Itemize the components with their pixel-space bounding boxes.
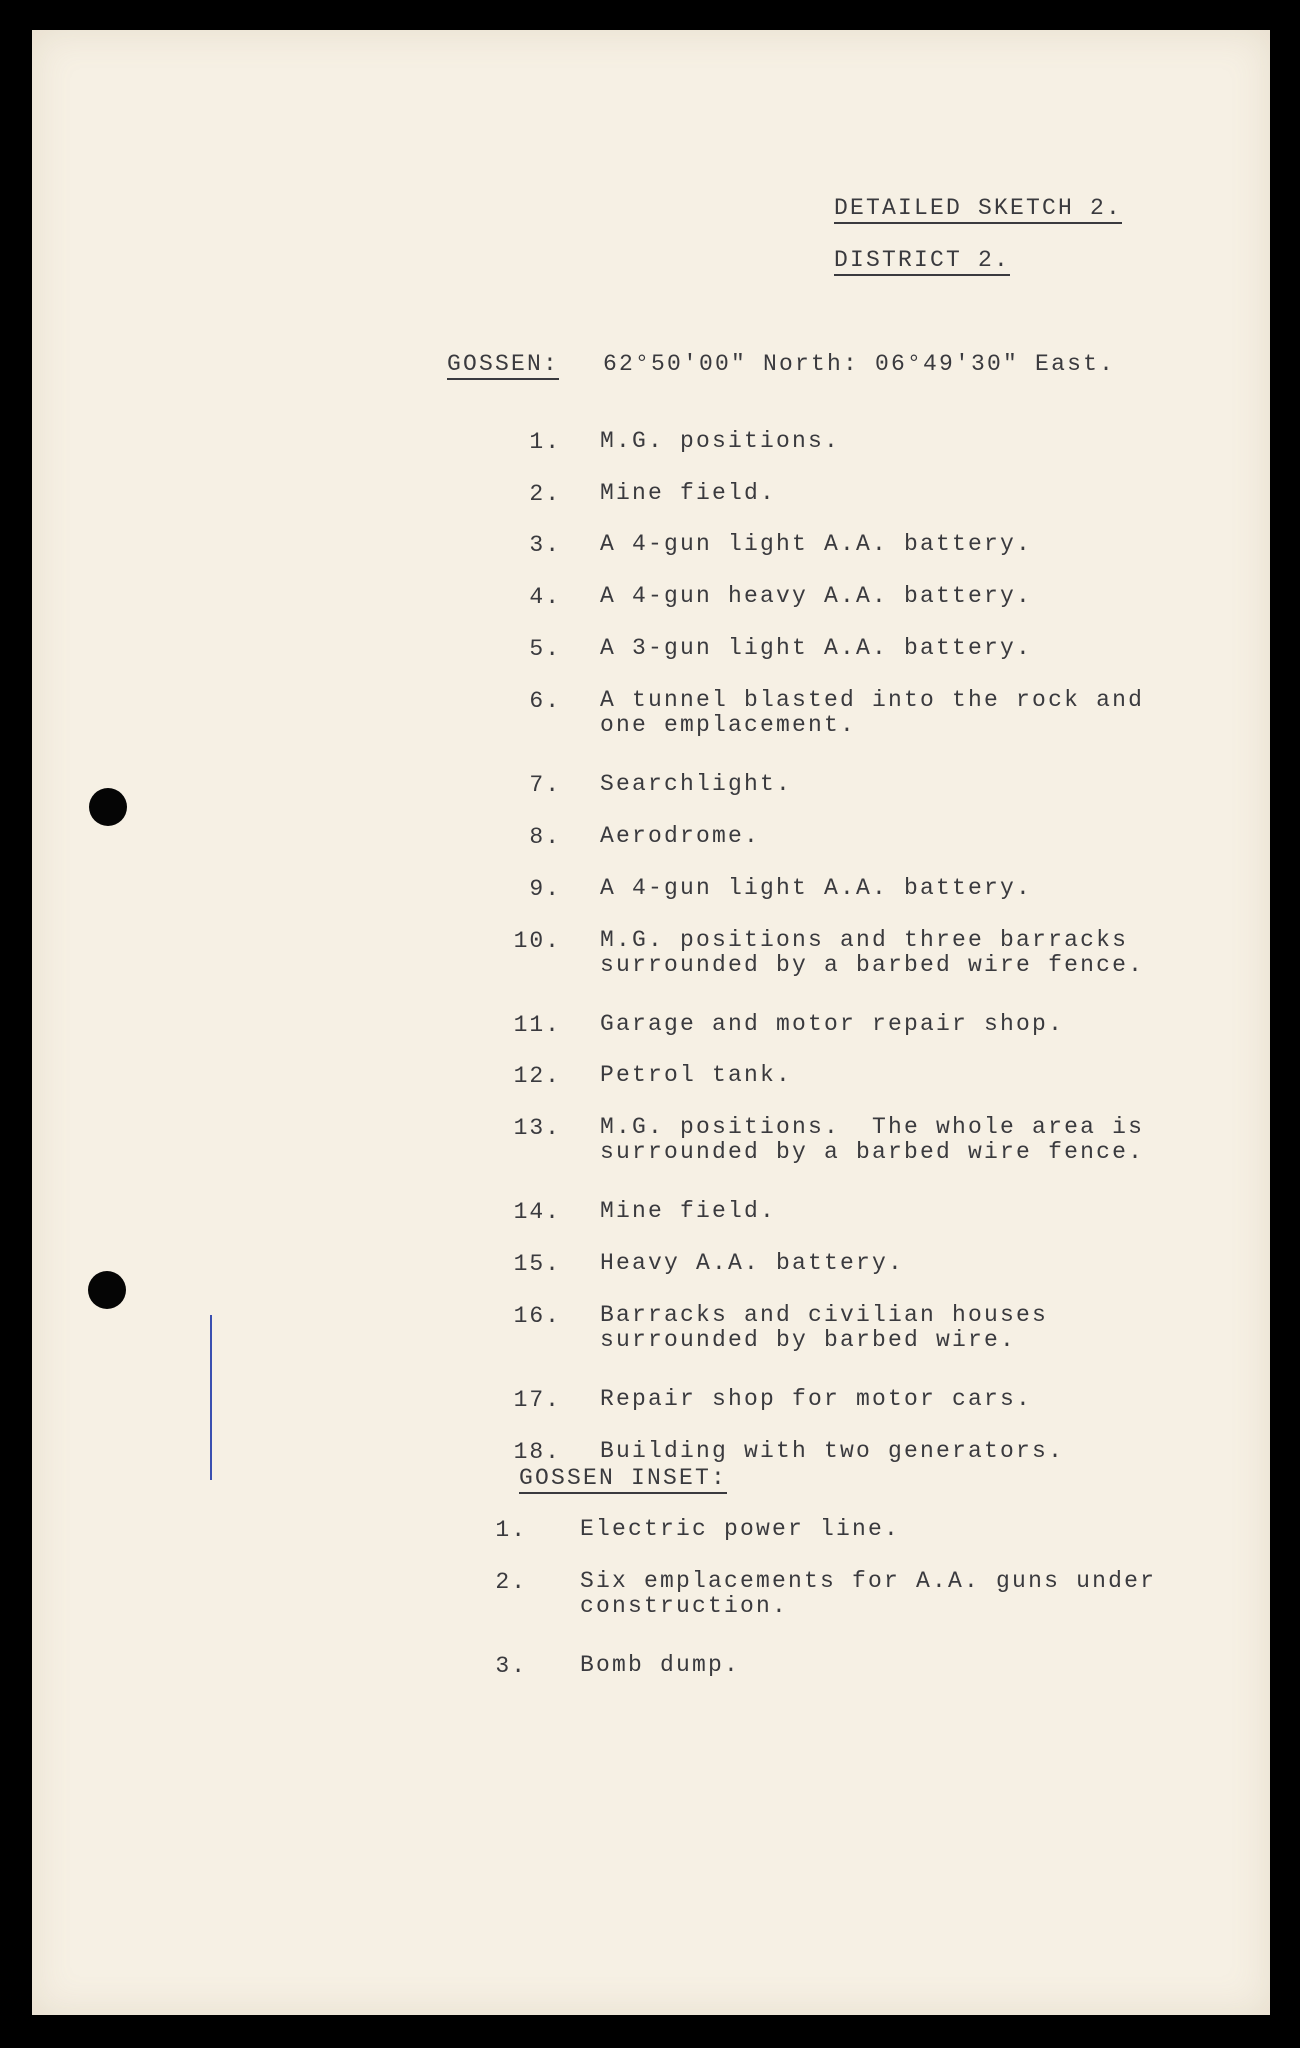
list-item-number: 1.	[529, 429, 561, 455]
list-item-text: Mine field.	[600, 480, 777, 506]
list-item-number: 18.	[513, 1439, 561, 1465]
inset-item-text: Bomb dump.	[580, 1652, 741, 1678]
list-item-text: Heavy A.A. battery.	[600, 1250, 905, 1276]
inset-item-text: Six emplacements for A.A. guns under construction.	[580, 1568, 1173, 1619]
inset-item-text: Electric power line.	[580, 1516, 901, 1542]
list-item-text: M.G. positions. The whole area is surrounded by a barbed wire fence.	[600, 1114, 1161, 1165]
list-item-text: A 4-gun light A.A. battery.	[600, 875, 1033, 901]
list-item-number: 2.	[529, 481, 561, 507]
list-item-number: 9.	[529, 876, 561, 902]
list-item-number: 15.	[513, 1251, 561, 1277]
inset-item-number: 1.	[495, 1517, 527, 1543]
list-item-text: A tunnel blasted into the rock and one emplacement.	[600, 687, 1161, 738]
list-item-text: M.G. positions and three barracks surrounded by a barbed wire fence.	[600, 927, 1145, 978]
document-page	[32, 30, 1270, 2015]
list-item-number: 4.	[529, 584, 561, 610]
list-item-text: Garage and motor repair shop.	[600, 1011, 1065, 1037]
punch-hole-lower	[88, 1271, 126, 1309]
inset-heading: GOSSEN INSET:	[519, 1465, 727, 1494]
list-item-number: 16.	[513, 1303, 561, 1329]
list-item-number: 7.	[529, 772, 561, 798]
margin-pencil-line	[210, 1315, 212, 1480]
list-item-text: A 4-gun light A.A. battery.	[600, 531, 1033, 557]
list-item-number: 3.	[529, 532, 561, 558]
punch-hole-upper	[89, 788, 127, 826]
list-item-text: Barracks and civilian houses surrounded by barbed wire.	[600, 1302, 1065, 1353]
list-item-text: Building with two generators.	[600, 1438, 1065, 1464]
inset-item-number: 3.	[495, 1653, 527, 1679]
list-item-text: Mine field.	[600, 1198, 777, 1224]
list-item-text: A 4-gun heavy A.A. battery.	[600, 583, 1033, 609]
list-item-text: Repair shop for motor cars.	[600, 1386, 1033, 1412]
list-item-number: 6.	[529, 688, 561, 714]
list-item-text: M.G. positions.	[600, 428, 841, 454]
location-name: GOSSEN:	[447, 351, 559, 380]
list-item-number: 5.	[529, 636, 561, 662]
list-item-number: 11.	[513, 1012, 561, 1038]
header-title: DETAILED SKETCH 2.	[834, 195, 1122, 224]
list-item-number: 12.	[513, 1063, 561, 1089]
list-item-text: Searchlight.	[600, 771, 793, 797]
list-item-number: 13.	[513, 1115, 561, 1141]
list-item-number: 17.	[513, 1387, 561, 1413]
inset-item-number: 2.	[495, 1569, 527, 1595]
list-item-text: Petrol tank.	[600, 1062, 793, 1088]
location-coordinates: 62°50'00" North: 06°49'30" East.	[603, 351, 1116, 377]
list-item-text: A 3-gun light A.A. battery.	[600, 635, 1033, 661]
list-item-number: 8.	[529, 824, 561, 850]
list-item-number: 14.	[513, 1199, 561, 1225]
list-item-number: 10.	[513, 928, 561, 954]
list-item-text: Aerodrome.	[600, 823, 761, 849]
header-district: DISTRICT 2.	[834, 247, 1010, 276]
